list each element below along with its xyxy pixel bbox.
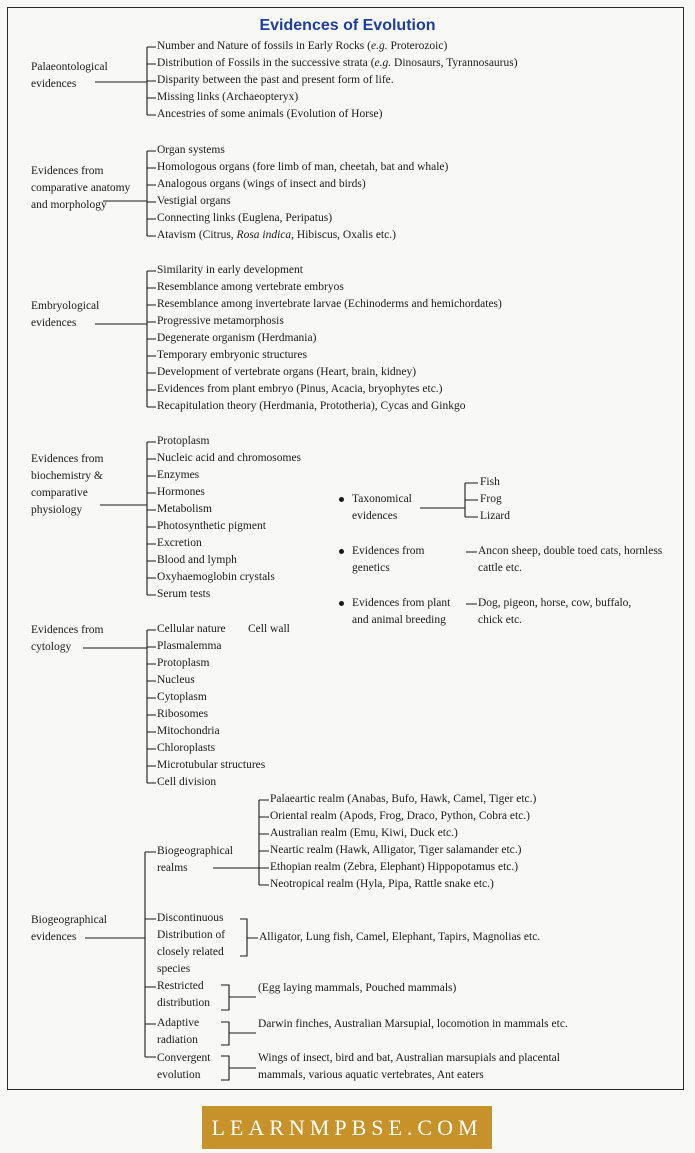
italic-term: e.g. — [374, 57, 392, 69]
anatomy-item: Atavism (Citrus, Rosa indica, Hibiscus, Oxalis etc.) — [157, 229, 396, 241]
anatomy-item: Connecting links (Euglena, Peripatus) — [157, 212, 333, 224]
embryology-heading: Embryological evidences — [31, 300, 100, 329]
anatomy-item: Vestigial organs — [157, 195, 231, 207]
connector-line — [240, 919, 258, 956]
biochemistry-item: Hormones — [157, 486, 205, 498]
cytology-item: Chloroplasts — [157, 742, 216, 754]
discontinuous-text: Alligator, Lung fish, Camel, Elephant, Tapirs, Magnolias etc. — [259, 931, 541, 943]
genetics-text: Ancon sheep, double toed cats, hornless cattle etc. — [478, 545, 663, 574]
adaptive-text: Darwin finches, Australian Marsupial, locomotion in mammals etc. — [258, 1018, 568, 1030]
anatomy-heading: Evidences from comparative anatomy and morphology — [31, 165, 131, 211]
breeding-heading: Evidences from plant and animal breeding — [352, 597, 451, 626]
biochemistry-item: Excretion — [157, 537, 202, 549]
embryology-item: Evidences from plant embryo (Pinus, Acacia, bryophytes etc.) — [157, 383, 443, 395]
connector-line — [213, 800, 269, 885]
genetics-heading: Evidences from genetics — [352, 545, 425, 574]
restricted-heading: Restricted distribution — [157, 980, 211, 1009]
embryology-item: Development of vertebrate organs (Heart, brain, kidney) — [157, 366, 417, 378]
cytology-item: Cellular nature — [157, 623, 226, 635]
biochemistry-item: Photosynthetic pigment — [157, 520, 266, 532]
convergent-text: Wings of insect, bird and bat, Australian marsupials and placental mammals, various aquatic vertebrates, Ant eaters — [258, 1052, 560, 1081]
connector-line — [466, 552, 477, 604]
anatomy-item: Homologous organs (fore limb of man, cheetah, bat and whale) — [157, 161, 449, 173]
realm-item: Australian realm (Emu, Kiwi, Duck etc.) — [270, 827, 458, 839]
cytology-heading: Evidences from cytology — [31, 624, 104, 653]
restricted-text: (Egg laying mammals, Pouched mammals) — [258, 982, 457, 994]
biochemistry-item: Nucleic acid and chromosomes — [157, 452, 302, 464]
realm-item: Palaeartic realm (Anabas, Bufo, Hawk, Camel, Tiger etc.) — [270, 793, 537, 805]
discontinuous-heading: Discontinuous Distribution of closely related species — [157, 912, 226, 975]
biochemistry-item: Enzymes — [157, 469, 200, 481]
connector-line — [83, 630, 156, 783]
biochemistry-item: Oxyhaemoglobin crystals — [157, 571, 275, 583]
connector-line — [221, 1056, 256, 1080]
palaeontological-item: Number and Nature of fossils in Early Rocks (e.g. Proterozoic) — [157, 40, 448, 52]
realm-item: Oriental realm (Apods, Frog, Draco, Python, Cobra etc.) — [270, 810, 530, 822]
cytology-item: Nucleus — [157, 674, 195, 686]
realm-item: Neartic realm (Hawk, Alligator, Tiger salamander etc.) — [270, 844, 522, 856]
taxonomy-item: Lizard — [480, 510, 511, 522]
adaptive-heading: Adaptive radiation — [157, 1017, 200, 1046]
embryology-item: Resemblance among vertebrate embryos — [157, 281, 344, 293]
connector-line — [85, 852, 156, 1057]
embryology-item: Degenerate organism (Herdmania) — [157, 332, 317, 344]
biochemistry-heading: Evidences from biochemistry & comparative physiology — [31, 453, 104, 516]
biochemistry-item: Blood and lymph — [157, 554, 237, 566]
palaeontological-item: Distribution of Fossils in the successive strata (e.g. Dinosaurs, Tyrannosaurus) — [157, 57, 518, 69]
cytology-item: Protoplasm — [157, 657, 210, 669]
palaeontological-heading: Palaeontological evidences — [31, 61, 108, 90]
realm-item: Ethopian realm (Zebra, Elephant) Hippopotamus etc.) — [270, 861, 519, 873]
taxonomy-item: Frog — [480, 493, 502, 505]
connector-line — [103, 151, 156, 236]
anatomy-item: Analogous organs (wings of insect and birds) — [157, 178, 366, 190]
connector-line — [95, 47, 156, 115]
embryology-item: Temporary embryonic structures — [157, 349, 307, 361]
taxonomy-item: Fish — [480, 476, 500, 488]
biochemistry-item: Protoplasm — [157, 435, 210, 447]
breeding-text: Dog, pigeon, horse, cow, buffalo, chick etc. — [478, 597, 632, 626]
cytology-item: Plasmalemma — [157, 640, 222, 652]
cytology-item: Cytoplasm — [157, 691, 207, 703]
connector-line — [420, 483, 478, 517]
biochemistry-item: Metabolism — [157, 503, 212, 515]
cytology-item: Mitochondria — [157, 725, 220, 737]
anatomy-item: Organ systems — [157, 144, 225, 156]
page-title: Evidences of Evolution — [259, 17, 436, 34]
biochemistry-item: Serum tests — [157, 588, 211, 600]
palaeontological-item: Disparity between the past and present form of life. — [157, 74, 394, 86]
italic-term: Rosa indica — [236, 229, 292, 241]
site-logo: LEARNMPBSE.COM — [202, 1106, 492, 1149]
biogeography-heading: Biogeographical evidences — [31, 914, 108, 943]
realms-heading: Biogeographical realms — [157, 845, 234, 874]
cytology-item: Ribosomes — [157, 708, 209, 720]
palaeontological-item: Missing links (Archaeopteryx) — [157, 91, 299, 103]
cytology-item: Microtubular structures — [157, 759, 266, 771]
embryology-item: Recapitulation theory (Herdmania, Prototheria), Cycas and Ginkgo — [157, 400, 466, 412]
connector-line — [221, 985, 256, 1010]
cytology-item: Cell division — [157, 776, 217, 788]
embryology-item: Progressive metamorphosis — [157, 315, 284, 327]
embryology-item: Resemblance among invertebrate larvae (Echinoderms and hemichordates) — [157, 298, 502, 310]
connector-line — [221, 1022, 256, 1045]
connector-line — [95, 271, 156, 407]
embryology-item: Similarity in early development — [157, 264, 303, 276]
realm-item: Neotropical realm (Hyla, Pipa, Rattle snake etc.) — [270, 878, 494, 890]
convergent-heading: Convergent evolution — [157, 1052, 211, 1081]
cytology-extra: Cell wall — [248, 623, 290, 635]
palaeontological-item: Ancestries of some animals (Evolution of Horse) — [157, 108, 383, 120]
italic-term: e.g. — [370, 40, 388, 52]
connector-line — [100, 442, 156, 595]
taxonomy-heading: Taxonomical evidences — [352, 493, 412, 522]
